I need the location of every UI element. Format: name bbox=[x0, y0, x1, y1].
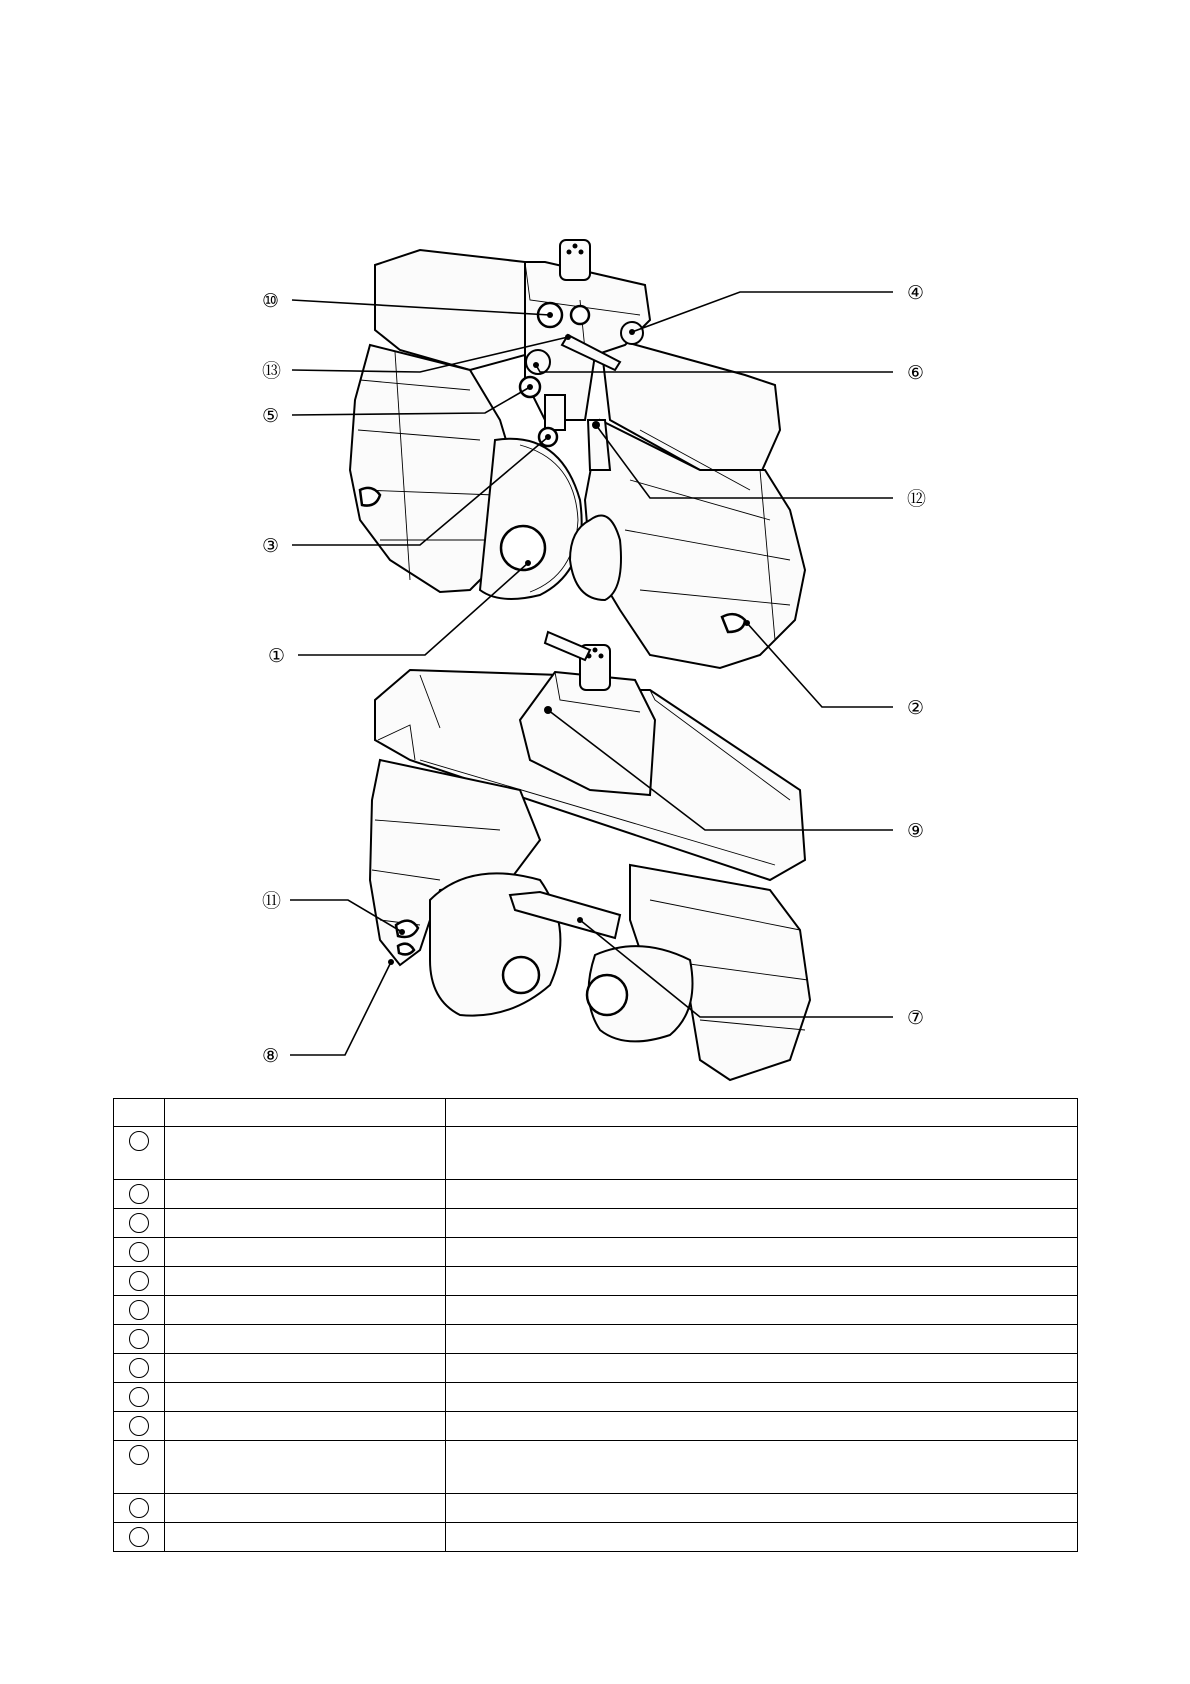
callout-6: ⑥ bbox=[907, 362, 925, 384]
part-name-cell bbox=[165, 1441, 446, 1494]
circle-icon bbox=[129, 1329, 149, 1349]
callout-7: ⑦ bbox=[907, 1007, 925, 1029]
circle-icon bbox=[129, 1300, 149, 1320]
table-row bbox=[114, 1209, 1078, 1238]
row-number-cell bbox=[114, 1209, 165, 1238]
header-number bbox=[114, 1099, 165, 1127]
table-header-row bbox=[114, 1099, 1078, 1127]
phoropter-top-view bbox=[350, 240, 805, 668]
header-description bbox=[446, 1099, 1078, 1127]
part-description-cell bbox=[446, 1209, 1078, 1238]
part-description-cell bbox=[446, 1296, 1078, 1325]
part-description-cell bbox=[446, 1354, 1078, 1383]
callout-4: ④ bbox=[907, 282, 925, 304]
part-description-cell bbox=[446, 1238, 1078, 1267]
part-description-cell bbox=[446, 1127, 1078, 1180]
row-number-cell bbox=[114, 1523, 165, 1552]
part-name-cell bbox=[165, 1523, 446, 1552]
part-name-cell bbox=[165, 1412, 446, 1441]
part-description-cell bbox=[446, 1494, 1078, 1523]
circle-icon bbox=[129, 1271, 149, 1291]
callout-5: ⑤ bbox=[262, 405, 280, 427]
table-row bbox=[114, 1523, 1078, 1552]
table-row bbox=[114, 1267, 1078, 1296]
callout-1: ① bbox=[268, 645, 286, 667]
callout-11: ⑪ bbox=[262, 890, 282, 912]
circle-icon bbox=[129, 1445, 149, 1465]
phoropter-bottom-view bbox=[370, 632, 810, 1080]
circle-icon bbox=[129, 1184, 149, 1204]
row-number-cell bbox=[114, 1354, 165, 1383]
row-number-cell bbox=[114, 1296, 165, 1325]
part-description-cell bbox=[446, 1441, 1078, 1494]
row-number-cell bbox=[114, 1267, 165, 1296]
callout-2: ② bbox=[907, 697, 925, 719]
part-name-cell bbox=[165, 1127, 446, 1180]
table-row bbox=[114, 1354, 1078, 1383]
table-row bbox=[114, 1383, 1078, 1412]
circle-icon bbox=[129, 1213, 149, 1233]
table-row bbox=[114, 1441, 1078, 1494]
table-row bbox=[114, 1180, 1078, 1209]
row-number-cell bbox=[114, 1180, 165, 1209]
circle-icon bbox=[129, 1498, 149, 1518]
row-number-cell bbox=[114, 1441, 165, 1494]
part-name-cell bbox=[165, 1180, 446, 1209]
callout-8: ⑧ bbox=[262, 1045, 280, 1067]
header-name bbox=[165, 1099, 446, 1127]
callout-13: ⑬ bbox=[262, 360, 282, 382]
part-description-cell bbox=[446, 1325, 1078, 1354]
part-description-cell bbox=[446, 1267, 1078, 1296]
part-name-cell bbox=[165, 1494, 446, 1523]
circle-icon bbox=[129, 1387, 149, 1407]
part-name-cell bbox=[165, 1267, 446, 1296]
circle-icon bbox=[129, 1242, 149, 1262]
circle-icon bbox=[129, 1527, 149, 1547]
part-name-cell bbox=[165, 1296, 446, 1325]
part-name-cell bbox=[165, 1354, 446, 1383]
circle-icon bbox=[129, 1131, 149, 1151]
table-row bbox=[114, 1494, 1078, 1523]
table-row bbox=[114, 1238, 1078, 1267]
row-number-cell bbox=[114, 1325, 165, 1354]
parts-table bbox=[113, 1098, 1078, 1552]
circle-icon bbox=[129, 1416, 149, 1436]
table-row bbox=[114, 1296, 1078, 1325]
part-description-cell bbox=[446, 1412, 1078, 1441]
row-number-cell bbox=[114, 1383, 165, 1412]
part-name-cell bbox=[165, 1325, 446, 1354]
circle-icon bbox=[129, 1358, 149, 1378]
table-row bbox=[114, 1325, 1078, 1354]
callout-3: ③ bbox=[262, 535, 280, 557]
callout-12: ⑫ bbox=[907, 488, 927, 510]
row-number-cell bbox=[114, 1127, 165, 1180]
part-name-cell bbox=[165, 1383, 446, 1412]
part-name-cell bbox=[165, 1209, 446, 1238]
table-row bbox=[114, 1127, 1078, 1180]
table-row bbox=[114, 1412, 1078, 1441]
part-description-cell bbox=[446, 1383, 1078, 1412]
parts-table-body bbox=[114, 1127, 1078, 1552]
part-name-cell bbox=[165, 1238, 446, 1267]
callout-9: ⑨ bbox=[907, 820, 925, 842]
callout-10: ⑩ bbox=[262, 290, 280, 312]
row-number-cell bbox=[114, 1494, 165, 1523]
row-number-cell bbox=[114, 1412, 165, 1441]
part-description-cell bbox=[446, 1180, 1078, 1209]
part-description-cell bbox=[446, 1523, 1078, 1552]
row-number-cell bbox=[114, 1238, 165, 1267]
